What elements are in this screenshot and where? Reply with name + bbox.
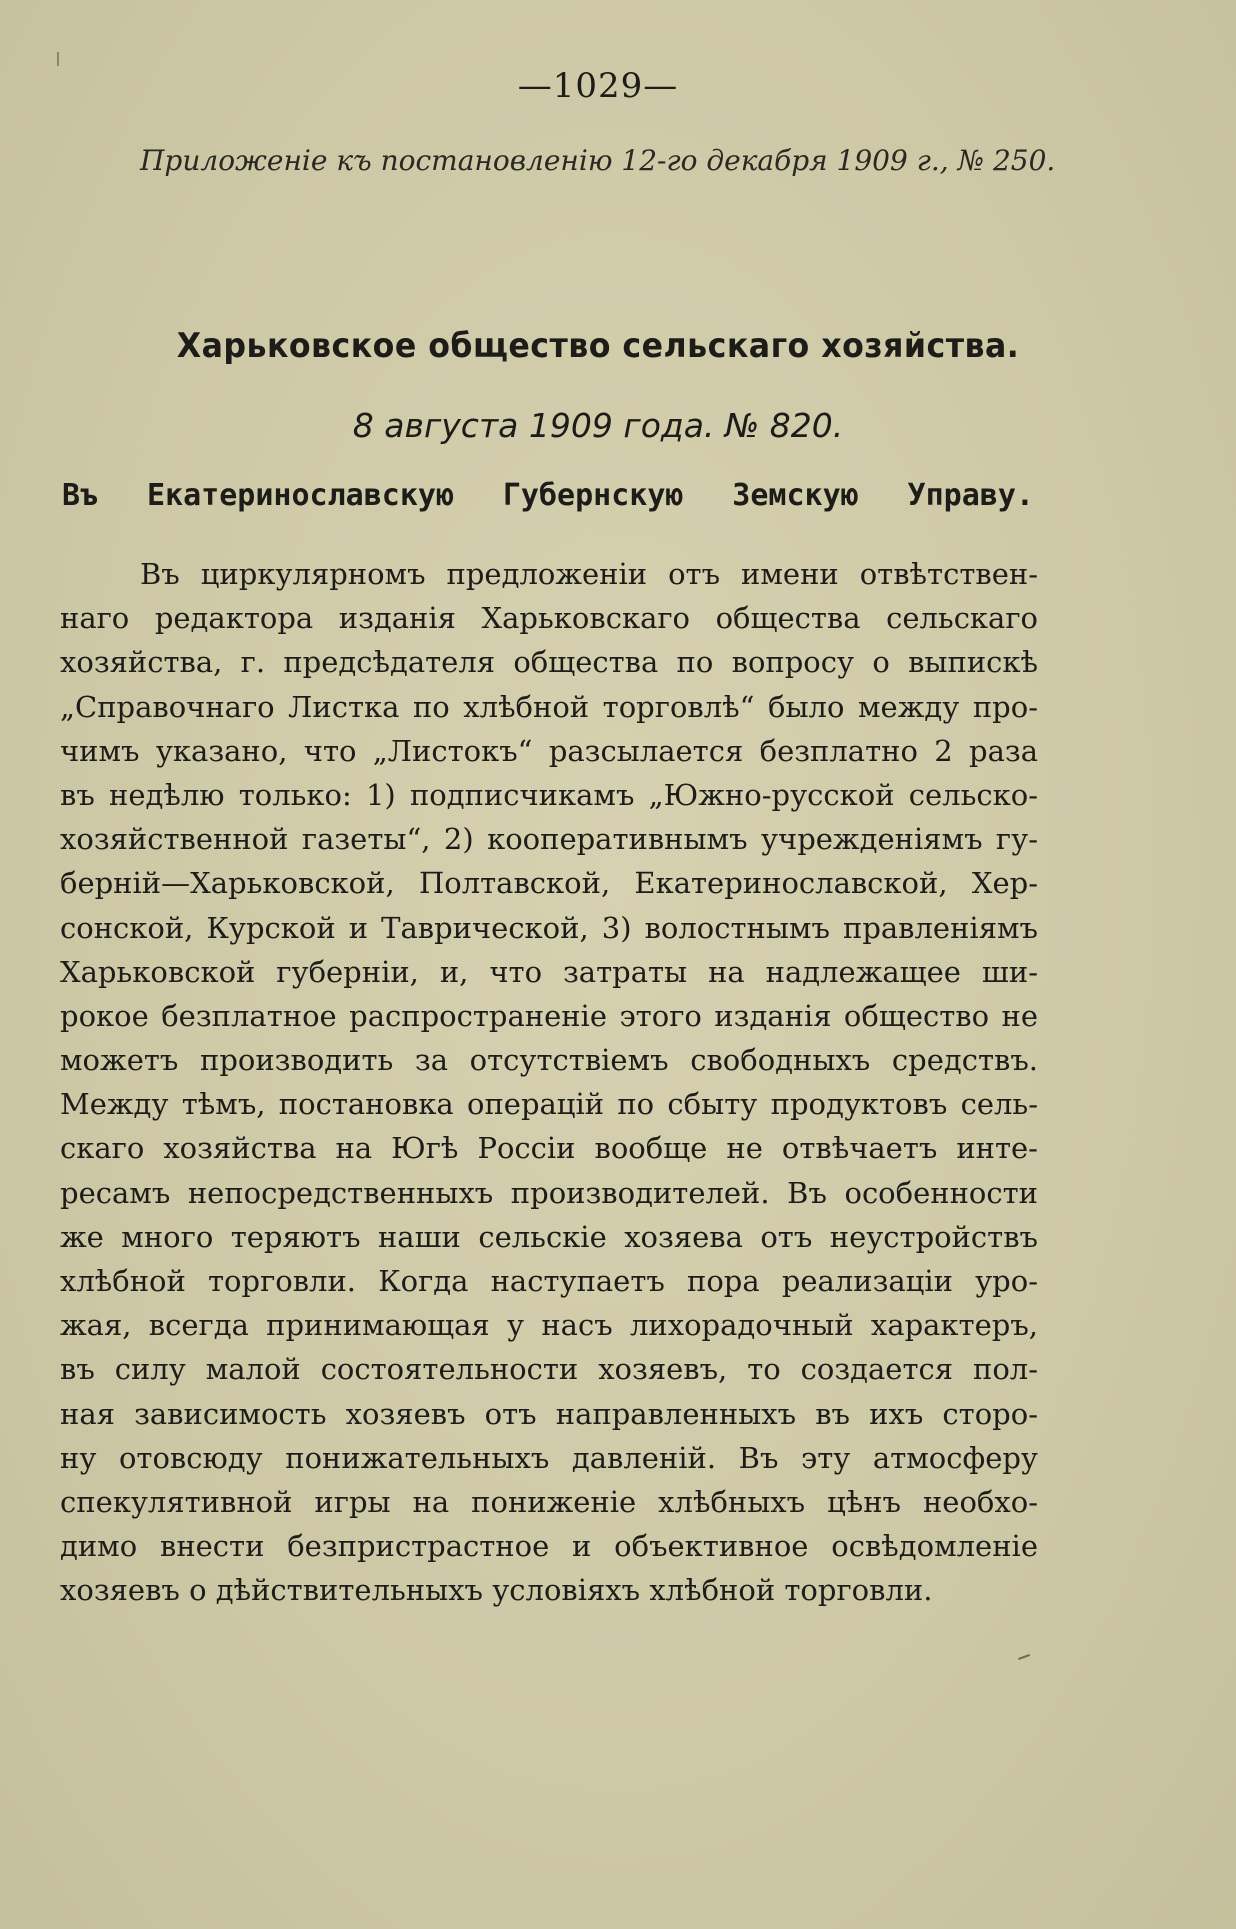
letter-body — [60, 552, 1038, 1613]
body-line: скаго хозяйства на Югѣ Россіи вообще не отвѣчаетъ инте- — [60, 1131, 1038, 1166]
margin-mark — [57, 52, 59, 66]
body-line: жая, всегда принимающая у насъ лихорадочный характеръ, — [60, 1308, 1038, 1343]
body-line: же много теряютъ наши сельскіе хозяева отъ неустройствъ — [60, 1219, 1038, 1254]
body-line: Въ циркулярномъ предложеніи отъ имени отвѣтствен- — [140, 557, 1038, 591]
body-line: хозяевъ о дѣйствительныхъ условіяхъ хлѣбной торговли. — [60, 1573, 933, 1608]
body-line: можетъ производить за отсутствіемъ свободныхъ средствъ. — [60, 1043, 1038, 1078]
body-line: ресамъ непосредственныхъ производителей. Въ особенности — [60, 1175, 1038, 1210]
addressee-line: Въ Екатеринославскую Губернскую Земскую Управу. — [62, 478, 1034, 513]
body-line: Между тѣмъ, постановка операцій по сбыту продуктовъ сель- — [60, 1087, 1038, 1122]
body-line: Харьковской губерніи, и, что затраты на надлежащее ши- — [60, 954, 1038, 989]
body-line: „Справочнаго Листка по хлѣбной торговлѣ“ было между про- — [60, 689, 1038, 724]
body-line: берній—Харьковской, Полтавской, Екатеринославской, Хер- — [60, 866, 1038, 901]
appendix-note: Приложеніе къ постановленію 12-го декабря 1909 г., № 250. — [140, 144, 1056, 177]
body-line: ну отовсюду понижательныхъ давленій. Въ эту атмосферу — [60, 1440, 1038, 1475]
body-line: наго редактора изданія Харьковскаго общества сельскаго — [60, 601, 1038, 636]
body-line: хлѣбной торговли. Когда наступаетъ пора реализаціи уро- — [60, 1264, 1038, 1298]
organization-title: Харьковское общество сельскаго хозяйства. — [176, 326, 1020, 366]
body-line: хозяйственной газеты“, 2) кооперативнымъ учрежденіямъ гу- — [60, 822, 1038, 857]
letter-date-number: 8 августа 1909 года. № 820. — [352, 406, 844, 445]
body-line: въ силу малой состоятельности хозяевъ, то создается пол- — [60, 1352, 1038, 1387]
body-line: спекулятивной игры на пониженіе хлѣбныхъ цѣнъ необхо- — [60, 1484, 1038, 1519]
body-line: въ недѣлю только: 1) подписчикамъ „Южно-русской сельско- — [60, 777, 1038, 812]
body-line: хозяйства, г. предсѣдателя общества по вопросу о выпискѣ — [60, 645, 1038, 680]
body-line: чимъ указано, что „Листокъ“ разсылается безплатно 2 раза — [60, 733, 1038, 768]
body-line: ная зависимость хозяевъ отъ направленныхъ въ ихъ сторо- — [60, 1396, 1038, 1431]
body-line: сонской, Курской и Таврической, 3) волостнымъ правленіямъ — [60, 910, 1038, 945]
body-line: рокое безплатное распространеніе этого изданія общество не — [60, 998, 1038, 1033]
body-line: димо внести безпристрастное и объективное освѣдомленіе — [60, 1529, 1038, 1564]
page-number: —1029— — [517, 66, 679, 106]
margin-mark — [1018, 1654, 1030, 1660]
